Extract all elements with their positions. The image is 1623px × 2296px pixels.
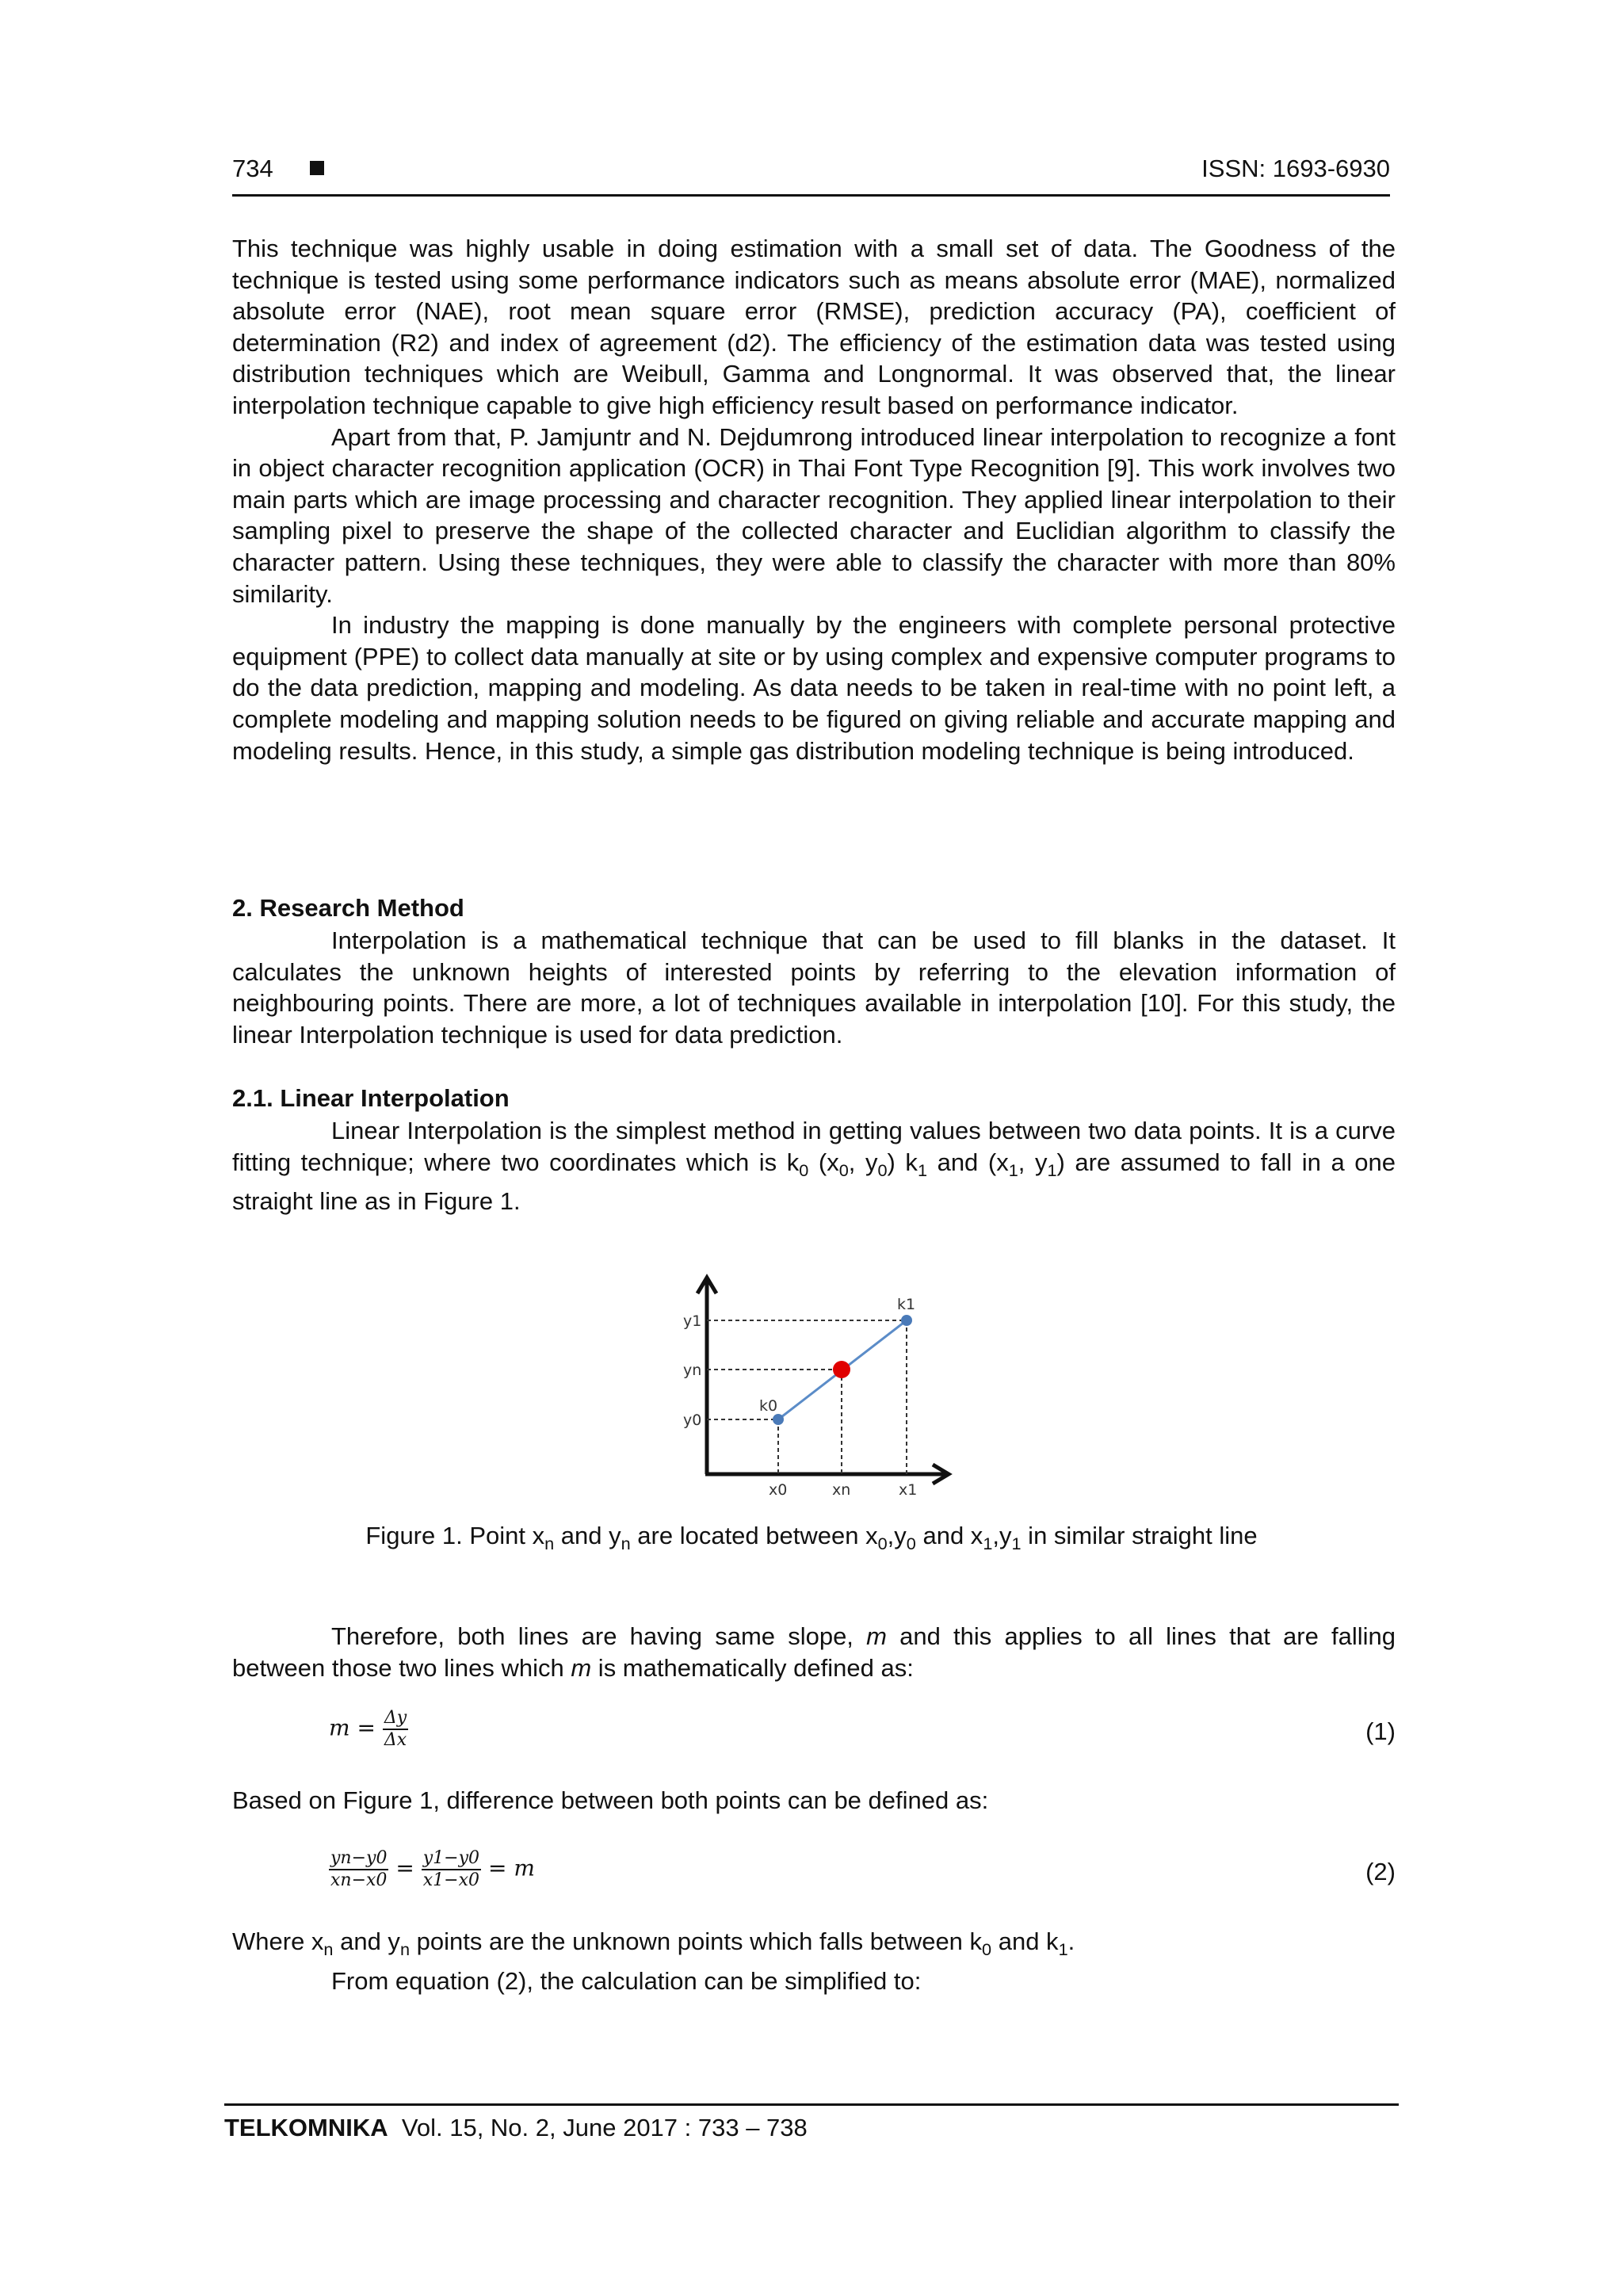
label-y0: y0 xyxy=(683,1412,702,1429)
where-paragraph: Where $x_n$ and $y_n$ points are the unknown points which falls between $k_0$ and $k_1$. xyxy=(232,1927,1075,1960)
intro-paragraph-1: This technique was highly usable in doing estimation with a small set of data. The Goodness of the technique is tested using some performance indicators such as means absolute error (MAE), normalized absolute error (NAE), root mean square error (RMSE), prediction accuracy (PA), coefficient of determination (R2) and index of agreement (d2). The efficiency of the estimation data was tested using distribution techniques which are Weibull, Gamma and Longnormal. It was observed that, the linear interpolation technique capable to give high efficiency result based on performance indicator. xyxy=(232,235,1396,419)
section-heading-linear-interpolation: 2.1. Linear Interpolation xyxy=(232,1084,510,1112)
equation-2: $\frac{yn-y0}{xn-x0}$ = $\frac{y1-y0}{x1-x0}$ = m xyxy=(330,1848,535,1890)
label-xn: xn xyxy=(832,1481,851,1499)
journal-name: TELKOMNIKA xyxy=(224,2114,388,2141)
difference-text xyxy=(232,1785,1396,1817)
point-k0 xyxy=(773,1414,784,1425)
label-k1: k1 xyxy=(897,1296,916,1313)
intro-section xyxy=(232,233,1396,766)
where-text xyxy=(232,1926,1396,1996)
bullet-square-icon xyxy=(310,161,324,175)
linear-interpolation-text xyxy=(232,1115,1396,1217)
linear-interpolation-paragraph: Linear Interpolation is the simplest method in getting values between two data points. It is a curve fitting technique; where two coordinates which is $k_0$ ($x_0$, $y_0$) $k_1$ and ($x_1$, $y_1$) are assumed to fall in a one straight line as in Figure 1. xyxy=(232,1117,1396,1216)
equation-2-number: (2) xyxy=(1365,1858,1396,1885)
section-heading-research-method: 2. Research Method xyxy=(232,894,464,922)
page-header xyxy=(232,155,1390,197)
label-y1: y1 xyxy=(683,1312,702,1330)
citation: Vol. 15, No. 2, June 2017 : 733 – 738 xyxy=(401,2114,808,2141)
label-k0: k0 xyxy=(759,1397,778,1415)
intro-paragraph-3: In industry the mapping is done manually by the engineers with complete personal protective equipment (PPE) to collect data manually at site or by using complex and expensive computer programs to do the data prediction, mapping and modeling. As data needs to be taken in real-time with no point left, a complete modeling and mapping solution needs to be figured on giving reliable and accurate mapping and modeling results. Hence, in this study, a simple gas distribution modeling technique is being introduced. xyxy=(232,611,1396,765)
figure-1-linear-interpolation-diagram xyxy=(659,1265,970,1503)
point-k1 xyxy=(901,1315,912,1326)
intro-paragraph-2: Apart from that, P. Jamjuntr and N. Dejdumrong introduced linear interpolation to recognize a font in object character recognition application (OCR) in Thai Font Type Recognition [9]. This work involves two main parts which are image processing and character recognition. They applied linear interpolation to their sampling pixel to preserve the shape of the collected character and Euclidian algorithm to classify the character pattern. Using these techniques, they were able to classify the character with more than 80% similarity. xyxy=(232,422,1396,608)
label-yn: yn xyxy=(683,1362,702,1379)
research-method-text xyxy=(232,925,1396,1050)
point-target xyxy=(833,1361,850,1378)
difference-paragraph: Based on Figure 1, difference between both points can be defined as: xyxy=(232,1786,989,1814)
from-equation-paragraph: From equation (2), the calculation can be simplified to: xyxy=(331,1966,922,1995)
issn: ISSN: 1693-6930 xyxy=(1201,155,1390,182)
page-number: 734 xyxy=(232,155,273,182)
label-x1: x1 xyxy=(899,1481,918,1499)
page-footer xyxy=(224,2103,1399,2142)
equation-1: m = $\frac{\Delta y}{\Delta x}$ xyxy=(329,1708,407,1750)
slope-paragraph: Therefore, both lines are having same slope, m and this applies to all lines that are falling between those two lines which m is mathematically defined as: xyxy=(232,1622,1396,1682)
slope-text xyxy=(232,1621,1396,1683)
equation-1-number: (1) xyxy=(1365,1717,1396,1745)
figure-1-caption: Figure 1. Point $x_n$ and $y_n$ are located between $x_0,y_0$ and $x_1,y_1$ in similar straight line xyxy=(365,1522,1258,1554)
label-x0: x0 xyxy=(769,1481,788,1499)
research-method-paragraph: Interpolation is a mathematical technique that can be used to fill blanks in the dataset. It calculates the unknown heights of interested points by referring to the elevation information of neighbouring points. There are more, a lot of techniques available in interpolation [10]. For this study, the linear Interpolation technique is used for data prediction. xyxy=(232,926,1396,1049)
